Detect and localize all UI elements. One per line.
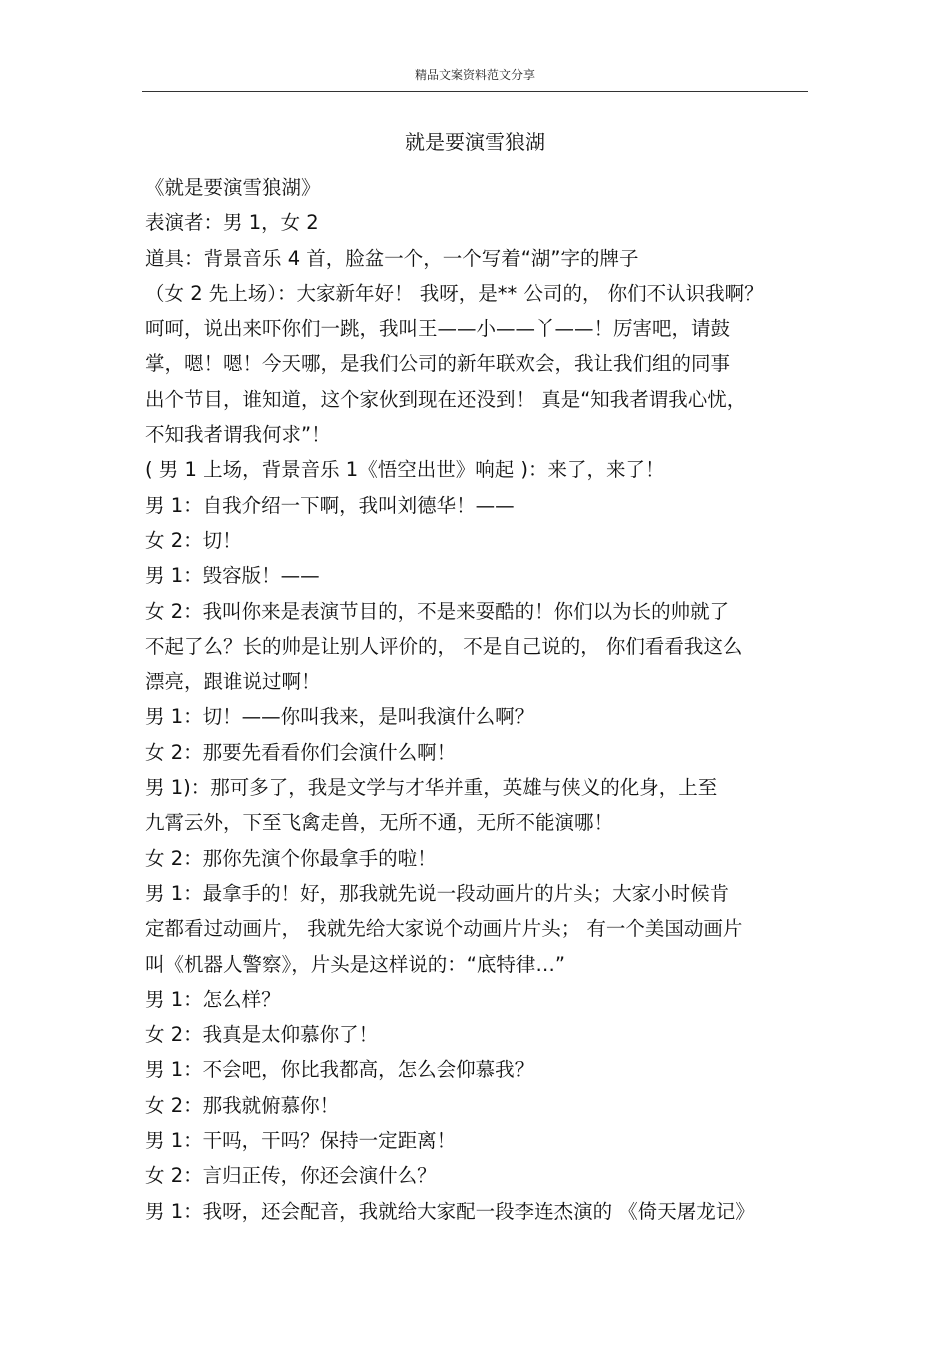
text-line: 叫《机器人警察》，片头是这样说的：“底特律…” [145,952,565,976]
text-line: 男 1：不会吧，你比我都高，怎么会仰慕我？ [145,1058,535,1082]
text-line: 掌，嗯！嗯！今天哪，是我们公司的新年联欢会，我让我们组的同事 [145,352,731,376]
text-line: 漂亮，跟谁说过啊！ [145,670,321,694]
text-line: 道具：背景音乐 4 首，脸盆一个，一个写着“湖”字的牌子 [145,246,639,270]
text-line: 男 1：最拿手的！好，那我就先说一段动画片的片头；大家小时候肯 [145,881,730,905]
text-line: 不知我者谓我何求”！ [145,423,331,447]
text-line: 《就是要演雪狼湖》 [145,176,321,199]
text-line: 男 1：毁容版！—— [145,564,320,588]
text-line: 呵呵，说出来吓你们一跳，我叫王——小——丫——！厉害吧，请鼓 [145,317,731,341]
text-line: 男 1)：那可多了，我是文学与才华并重，英雄与侠义的化身，上至 [145,776,718,800]
text-line: 男 1：自我介绍一下啊，我叫刘德华！—— [145,493,515,517]
text-line: 不起了么？长的帅是让别人评价的， 不是自己说的， 你们看看我这么 [145,634,743,658]
text-line: ( 男 1 上场，背景音乐 1《悟空出世》响起 )：来了，来了！ [145,458,665,482]
text-line: 出个节目，谁知道，这个家伙到现在还没到！ 真是“知我者谓我心忧， [145,387,747,411]
document-body [145,170,815,1229]
text-line: 表演者：男 1，女 2 [145,211,319,235]
text-line: 女 2：那我就俯慕你！ [145,1093,340,1117]
document-title: 就是要演雪狼湖 [405,130,545,154]
text-line: 女 2：切！ [145,528,242,552]
text-line: 女 2：我叫你来是表演节目的，不是来耍酷的！你们以为长的帅就了 [145,599,730,623]
text-line: 女 2：那你先演个你最拿手的啦！ [145,846,437,870]
text-line: 九霄云外，下至飞禽走兽，无所不通，无所不能演哪！ [145,811,614,835]
text-line: 女 2：那要先看看你们会演什么啊！ [145,740,457,764]
text-line: 男 1：干吗，干吗？保持一定距离！ [145,1129,457,1153]
text-line: 男 1：切！——你叫我来，是叫我演什么啊？ [145,705,535,729]
page-header: 精品文案资料范文分享 [414,68,535,82]
header-divider [142,91,808,92]
text-line: 女 2：我真是太仰慕你了！ [145,1023,379,1047]
text-line: 男 1：我呀，还会配音，我就给大家配一段李连杰演的 《倚天屠龙记》 [145,1199,755,1223]
text-line: （女 2 先上场）：大家新年好！ 我呀，是** 公司的， 你们不认识我啊？ [145,281,764,305]
text-line: 男 1：怎么样？ [145,987,281,1011]
text-line: 定都看过动画片， 我就先给大家说个动画片片头； 有一个美国动画片 [145,917,743,941]
text-line: 女 2：言归正传，你还会演什么？ [145,1164,437,1188]
